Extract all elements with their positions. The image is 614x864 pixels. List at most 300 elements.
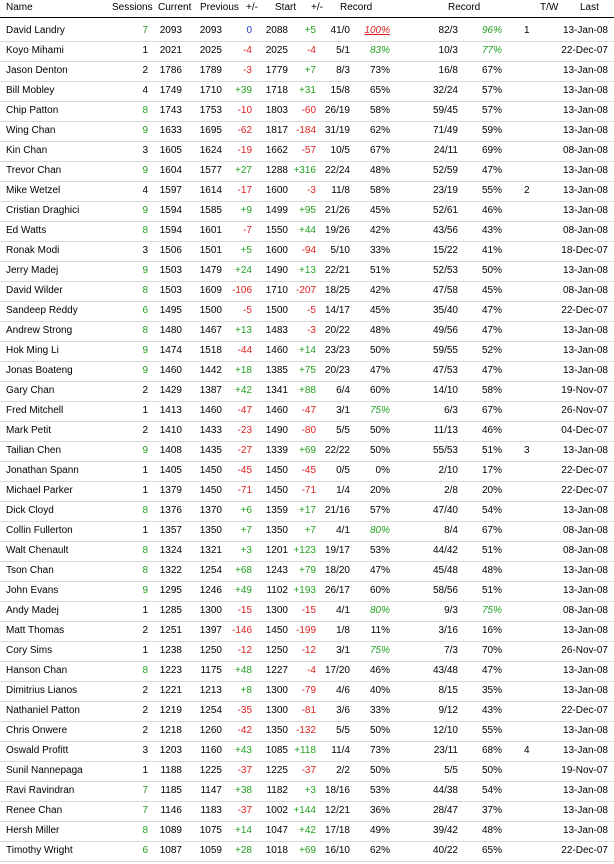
cell-previous: 1225 [199,765,222,776]
cell-rec2: 43/48 [432,665,458,676]
cell-current: 1474 [159,345,182,356]
cell-last: 22-Dec-07 [561,485,608,496]
cell-previous: 1450 [199,465,222,476]
cell-diff2: -79 [301,685,316,696]
cell-last: 13-Jan-08 [562,685,608,696]
cell-last: 13-Jan-08 [562,205,608,216]
cell-diff1: -23 [237,425,252,436]
cell-rec2: 59/45 [432,105,458,116]
cell-start: 1803 [265,105,288,116]
cell-rec1: 3/6 [336,705,350,716]
cell-name: Cristian Draghici [6,205,80,216]
cell-sessions: 7 [142,25,148,36]
cell-name: Cory Sims [6,645,53,656]
cell-pct1: 40% [369,685,390,696]
cell-name: Hok Ming Li [6,345,59,356]
cell-pct2: 65% [481,845,502,856]
cell-rec2: 45/48 [432,565,458,576]
cell-tw: 3 [524,445,530,456]
cell-current: 1495 [159,305,182,316]
table-row [0,781,614,802]
cell-diff2: +17 [299,505,316,516]
cell-name: Chip Patton [6,105,59,116]
cell-diff2: -132 [295,725,316,736]
cell-rec1: 23/23 [324,345,350,356]
cell-last: 13-Jan-08 [562,625,608,636]
cell-diff2: +69 [299,445,316,456]
cell-pct1: 51% [369,265,390,276]
cell-rec2: 15/22 [432,245,458,256]
cell-pct2: 57% [481,105,502,116]
cell-diff1: +49 [235,585,252,596]
header-tw: T/W [540,2,559,13]
table-row [0,21,614,42]
cell-rec1: 5/5 [336,425,350,436]
cell-diff1: -71 [237,485,252,496]
cell-rec1: 18/16 [324,785,350,796]
cell-pct2: 47% [481,665,502,676]
cell-sessions: 2 [142,705,148,716]
cell-last: 13-Jan-08 [562,505,608,516]
header-current: Current [158,2,192,13]
cell-rec1: 6/4 [336,385,350,396]
cell-rec1: 15/8 [330,85,350,96]
header-previous: Previous [200,2,239,13]
cell-pct1: 83% [369,45,390,56]
cell-sessions: 1 [142,465,148,476]
cell-diff2: +14 [299,345,316,356]
cell-current: 1379 [159,485,182,496]
cell-diff2: -45 [301,465,316,476]
cell-pct2: 46% [481,425,502,436]
cell-diff2: -199 [295,625,316,636]
cell-pct2: 54% [481,505,502,516]
cell-name: Hanson Chan [6,665,68,676]
cell-diff2: +3 [304,785,316,796]
table-row [0,241,614,262]
table-row [0,261,614,282]
cell-pct1: 20% [369,485,390,496]
cell-rec2: 44/42 [432,545,458,556]
cell-rec2: 6/3 [444,405,458,416]
cell-previous: 1300 [199,605,222,616]
cell-diff1: 0 [246,25,252,36]
cell-last: 13-Jan-08 [562,665,608,676]
cell-pct2: 51% [481,545,502,556]
cell-start: 2025 [265,45,288,56]
cell-rec2: 9/12 [438,705,458,716]
table-row [0,61,614,82]
cell-current: 1324 [159,545,182,556]
cell-start: 1490 [265,265,288,276]
cell-pct2: 51% [481,445,502,456]
table-row [0,341,614,362]
cell-name: Sunil Nannepaga [6,765,83,776]
cell-sessions: 1 [142,45,148,56]
cell-pct2: 47% [481,365,502,376]
cell-sessions: 9 [142,265,148,276]
cell-sessions: 8 [142,665,148,676]
cell-previous: 1370 [199,505,222,516]
cell-rec2: 35/40 [432,305,458,316]
cell-pct1: 53% [369,785,390,796]
cell-diff2: +13 [299,265,316,276]
cell-sessions: 6 [142,305,148,316]
cell-last: 13-Jan-08 [562,185,608,196]
cell-pct1: 33% [369,245,390,256]
cell-sessions: 8 [142,565,148,576]
cell-rec1: 5/5 [336,725,350,736]
cell-diff2: -3 [307,325,316,336]
cell-pct2: 50% [481,265,502,276]
cell-previous: 1397 [199,625,222,636]
cell-sessions: 1 [142,605,148,616]
cell-rec1: 19/17 [324,545,350,556]
cell-name: Michael Parker [6,485,73,496]
cell-start: 1500 [265,305,288,316]
cell-diff1: -44 [237,345,252,356]
cell-rec2: 47/58 [432,285,458,296]
cell-previous: 1624 [199,145,222,156]
table-row [0,741,614,762]
cell-name: Jonas Boateng [6,365,73,376]
cell-name: Andy Madej [6,605,59,616]
table-row [0,381,614,402]
cell-last: 19-Nov-07 [561,385,608,396]
cell-start: 1225 [265,765,288,776]
cell-pct2: 41% [481,245,502,256]
cell-start: 1817 [265,125,288,136]
cell-previous: 1183 [200,805,222,816]
cell-previous: 1254 [199,565,222,576]
cell-rec2: 52/53 [432,265,458,276]
cell-name: Renee Chan [6,805,63,816]
cell-current: 1219 [159,705,182,716]
cell-diff1: +9 [240,205,252,216]
cell-rec1: 17/18 [324,825,350,836]
cell-pct1: 80% [369,605,390,616]
cell-previous: 1695 [199,125,222,136]
cell-pct1: 48% [369,325,390,336]
cell-rec1: 31/19 [324,125,350,136]
cell-pct2: 47% [481,305,502,316]
cell-sessions: 9 [142,165,148,176]
cell-last: 08-Jan-08 [562,285,608,296]
cell-sessions: 1 [142,525,148,536]
cell-last: 08-Jan-08 [562,145,608,156]
cell-pct2: 75% [481,605,502,616]
cell-start: 1499 [265,205,288,216]
cell-previous: 1518 [199,345,222,356]
cell-pct2: 77% [481,45,502,56]
cell-rec2: 44/38 [432,785,458,796]
cell-diff1: +14 [235,825,252,836]
cell-sessions: 2 [142,685,148,696]
cell-rec2: 52/61 [432,205,458,216]
table-row [0,281,614,302]
cell-name: Hersh Miller [6,825,60,836]
cell-current: 1185 [160,785,182,796]
table-row [0,561,614,582]
table-row [0,641,614,662]
cell-pct2: 51% [481,585,502,596]
cell-last: 08-Jan-08 [562,525,608,536]
cell-rec2: 58/56 [432,585,458,596]
cell-current: 1413 [159,405,182,416]
cell-start: 1047 [265,825,288,836]
cell-pct1: 36% [369,805,390,816]
header-diff2: +/- [311,2,323,13]
cell-start: 1341 [265,385,288,396]
cell-current: 1633 [159,125,182,136]
cell-rec2: 12/10 [432,725,458,736]
cell-previous: 1614 [199,185,222,196]
cell-tw: 2 [524,185,530,196]
cell-current: 1376 [159,505,182,516]
cell-diff1: +13 [235,325,252,336]
cell-name: Koyo Mihami [6,45,64,56]
cell-previous: 1433 [199,425,222,436]
cell-current: 1089 [159,825,182,836]
cell-rec2: 32/24 [432,85,458,96]
cell-start: 1385 [265,365,288,376]
cell-sessions: 9 [142,205,148,216]
cell-diff2: +69 [299,845,316,856]
cell-current: 2021 [159,45,182,56]
cell-pct2: 70% [481,645,502,656]
cell-rec2: 7/3 [444,645,458,656]
cell-previous: 1460 [199,405,222,416]
cell-name: Timothy Wright [6,845,73,856]
table-row [0,401,614,422]
cell-sessions: 9 [142,345,148,356]
cell-start: 1550 [265,225,288,236]
cell-pct2: 59% [481,125,502,136]
cell-diff2: +79 [299,565,316,576]
table-row [0,581,614,602]
cell-rec2: 23/11 [433,745,458,756]
cell-pct1: 65% [369,85,390,96]
cell-rec1: 20/23 [324,365,350,376]
cell-name: Tailian Chen [6,445,62,456]
cell-start: 1600 [265,185,288,196]
cell-last: 13-Jan-08 [562,365,608,376]
table-row [0,161,614,182]
cell-sessions: 7 [142,805,148,816]
cell-diff2: -207 [295,285,316,296]
cell-sessions: 9 [142,125,148,136]
cell-previous: 1442 [199,365,222,376]
cell-previous: 1213 [199,685,222,696]
table-row [0,41,614,62]
cell-start: 1450 [265,485,288,496]
cell-current: 1221 [159,685,182,696]
table-row [0,801,614,822]
table-row [0,701,614,722]
table-row [0,461,614,482]
cell-current: 1295 [159,585,182,596]
cell-diff1: +28 [235,845,252,856]
cell-start: 1250 [265,645,288,656]
cell-rec1: 14/17 [324,305,350,316]
header-record1: Record [340,2,373,13]
cell-rec2: 8/15 [438,685,458,696]
cell-pct2: 20% [481,485,502,496]
cell-tw: 4 [524,745,530,756]
cell-pct1: 50% [369,345,390,356]
cell-rec2: 82/3 [438,25,458,36]
cell-name: Ed Watts [6,225,47,236]
cell-previous: 1075 [199,825,222,836]
cell-name: Tson Chan [6,565,54,576]
cell-previous: 1609 [199,285,222,296]
cell-sessions: 3 [142,745,148,756]
cell-diff2: -37 [301,765,316,776]
cell-current: 1743 [159,105,182,116]
cell-diff1: +7 [240,525,252,536]
cell-current: 1188 [160,765,182,776]
cell-previous: 1467 [199,325,222,336]
cell-diff1: -35 [237,705,252,716]
cell-rec1: 11/4 [331,745,350,756]
cell-rec1: 22/21 [324,265,350,276]
cell-rec2: 39/42 [432,825,458,836]
cell-rec2: 9/3 [444,605,458,616]
cell-sessions: 2 [142,385,148,396]
cell-name: John Evans [6,585,59,596]
cell-pct2: 48% [481,565,502,576]
cell-rec2: 14/10 [432,385,458,396]
cell-rec2: 10/3 [438,45,458,56]
cell-diff2: -71 [301,485,316,496]
cell-sessions: 2 [142,625,148,636]
cell-name: Bill Mobley [6,85,55,96]
cell-previous: 1479 [199,265,222,276]
cell-rec2: 52/59 [432,165,458,176]
table-header [0,0,614,18]
cell-start: 1300 [265,605,288,616]
cell-rec1: 11/8 [331,185,350,196]
cell-rec2: 16/8 [438,65,458,76]
table-row [0,541,614,562]
cell-diff2: +88 [299,385,316,396]
cell-diff1: -7 [243,225,252,236]
cell-current: 1749 [159,85,182,96]
cell-name: Jason Denton [6,65,68,76]
cell-previous: 1435 [199,445,222,456]
cell-diff1: -19 [237,145,252,156]
cell-sessions: 2 [142,65,148,76]
cell-pct1: 100% [364,25,390,36]
cell-sessions: 8 [142,285,148,296]
cell-start: 1102 [266,585,288,596]
cell-diff1: +24 [235,265,252,276]
cell-rec1: 22/22 [324,445,350,456]
table-row [0,221,614,242]
cell-last: 08-Jan-08 [562,545,608,556]
cell-diff2: +7 [304,525,316,536]
table-row [0,761,614,782]
cell-sessions: 3 [142,245,148,256]
cell-current: 1285 [159,605,182,616]
table-row [0,501,614,522]
cell-pct1: 62% [369,845,390,856]
cell-rec2: 59/55 [432,345,458,356]
cell-rec2: 2/8 [444,485,458,496]
cell-previous: 1175 [200,665,222,676]
cell-last: 22-Dec-07 [561,305,608,316]
cell-start: 1300 [265,705,288,716]
cell-sessions: 7 [142,785,148,796]
cell-sessions: 8 [142,225,148,236]
cell-pct1: 60% [369,585,390,596]
cell-last: 13-Jan-08 [562,565,608,576]
cell-name: Wing Chan [6,125,56,136]
cell-pct1: 50% [369,725,390,736]
cell-pct1: 33% [369,705,390,716]
cell-last: 13-Jan-08 [562,65,608,76]
cell-name: Walt Chenault [6,545,69,556]
cell-pct2: 46% [481,205,502,216]
cell-rec2: 49/56 [432,325,458,336]
cell-diff1: +3 [240,545,252,556]
cell-diff1: +6 [240,505,252,516]
cell-rec1: 4/1 [336,525,350,536]
cell-last: 22-Dec-07 [561,45,608,56]
cell-start: 2088 [265,25,288,36]
cell-current: 1506 [159,245,182,256]
cell-rec1: 12/21 [324,805,350,816]
cell-diff2: -94 [301,245,316,256]
cell-last: 26-Nov-07 [561,405,608,416]
cell-previous: 1254 [199,705,222,716]
cell-last: 13-Jan-08 [562,805,608,816]
header-record2: Record [448,2,481,13]
cell-diff2: -12 [301,645,316,656]
cell-start: 1490 [265,425,288,436]
cell-rec1: 4/1 [336,605,350,616]
cell-diff2: -80 [301,425,316,436]
cell-start: 1339 [265,445,288,456]
cell-start: 1002 [265,805,288,816]
cell-diff2: +31 [299,85,316,96]
cell-current: 1503 [159,285,182,296]
cell-diff1: -5 [243,305,252,316]
cell-pct1: 0% [375,465,390,476]
cell-diff1: -4 [243,45,252,56]
cell-name: David Landry [6,25,65,36]
table-row [0,201,614,222]
table-row [0,521,614,542]
cell-current: 1594 [159,225,182,236]
cell-name: Gary Chan [6,385,55,396]
cell-start: 1662 [265,145,288,156]
cell-pct1: 48% [369,165,390,176]
cell-current: 2093 [159,25,182,36]
cell-previous: 1147 [200,785,222,796]
cell-previous: 1710 [199,85,222,96]
cell-name: Nathaniel Patton [6,705,80,716]
table-row [0,681,614,702]
cell-current: 1410 [159,425,182,436]
cell-diff1: -37 [237,765,252,776]
cell-diff2: +118 [294,745,316,756]
cell-previous: 2025 [199,45,222,56]
cell-diff2: -81 [301,705,316,716]
cell-rec1: 21/16 [324,505,350,516]
cell-pct2: 47% [481,165,502,176]
cell-name: Mike Wetzel [6,185,61,196]
